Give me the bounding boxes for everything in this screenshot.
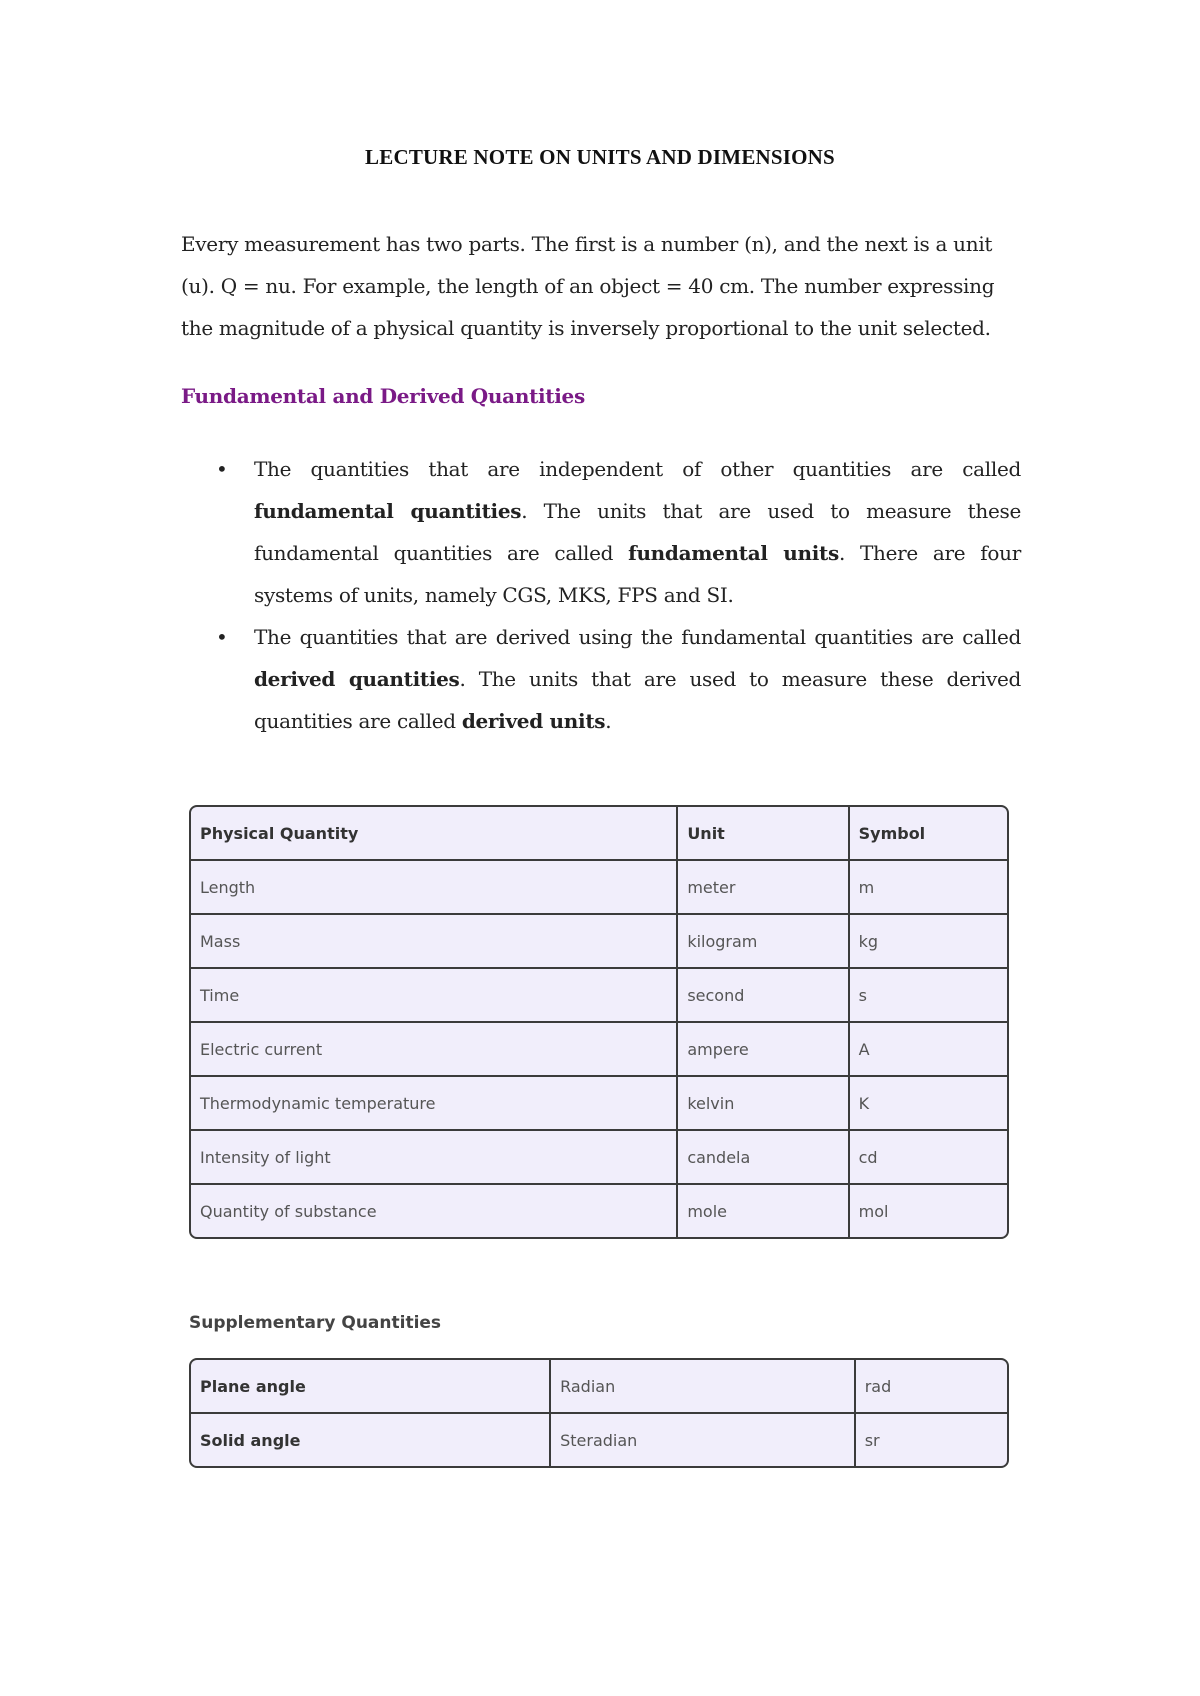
cell-quantity: Plane angle bbox=[191, 1360, 551, 1414]
cell-quantity: Mass bbox=[191, 915, 678, 969]
table-row bbox=[191, 1077, 1007, 1131]
cell-symbol: mol bbox=[858, 1201, 889, 1221]
cell-quantity: Quantity of substance bbox=[191, 1185, 678, 1237]
bullet-text: . bbox=[605, 709, 612, 733]
table-row bbox=[191, 969, 1007, 1023]
cell-unit: kelvin bbox=[678, 1077, 849, 1131]
supplementary-heading: Supplementary Quantities bbox=[189, 1313, 442, 1333]
cell-unit: mole bbox=[678, 1185, 849, 1237]
cell-unit: candela bbox=[678, 1131, 849, 1185]
cell-quantity: Solid angle bbox=[191, 1414, 551, 1466]
intro-paragraph bbox=[181, 223, 1021, 349]
bullet-text: The quantities that are derived using the fundamental quantities are called bbox=[254, 625, 1021, 649]
supplementary-table bbox=[189, 1358, 1009, 1468]
cell-unit: kilogram bbox=[678, 915, 849, 969]
cell-quantity: Time bbox=[191, 969, 678, 1023]
cell-unit: Radian bbox=[551, 1360, 856, 1414]
bullet-text: . The units that are used to measure these fundamental quantities are called bbox=[254, 499, 1021, 565]
bold-term: fundamental units bbox=[628, 541, 839, 565]
bold-term: fundamental quantities bbox=[254, 499, 522, 523]
table-row bbox=[191, 861, 1007, 915]
table-row bbox=[191, 1023, 1007, 1077]
table-header-row bbox=[191, 807, 1007, 861]
bullet-dot-icon: • bbox=[216, 625, 228, 649]
table-row bbox=[191, 1414, 1007, 1466]
intro-text: Every measurement has two parts. The first is a number (n), and the next is a unit (u). Q = nu. For example, the length of an object = 40 cm. The number expressing the magnitude of a physical quantity is inversely proportional to the unit selected. bbox=[181, 232, 995, 340]
cell-symbol: K bbox=[850, 1077, 1007, 1131]
cell-symbol: m bbox=[850, 861, 1007, 915]
page-title: LECTURE NOTE ON UNITS AND DIMENSIONS bbox=[365, 145, 835, 169]
cell-symbol: kg bbox=[850, 915, 1007, 969]
section-heading: Fundamental and Derived Quantities bbox=[181, 384, 585, 408]
cell-unit: Steradian bbox=[551, 1414, 856, 1466]
bullet-derived bbox=[181, 616, 1021, 742]
cell-quantity: Intensity of light bbox=[191, 1131, 678, 1185]
table-row bbox=[191, 1131, 1007, 1185]
bold-term: derived quantities bbox=[254, 667, 460, 691]
cell-unit: ampere bbox=[678, 1023, 849, 1077]
bullet-text: The quantities that are independent of other quantities are called bbox=[254, 457, 1021, 481]
cell-symbol: A bbox=[850, 1023, 1007, 1077]
table-row bbox=[191, 915, 1007, 969]
cell-quantity: Electric current bbox=[191, 1023, 678, 1077]
bullet-fundamental bbox=[181, 448, 1021, 616]
header-symbol: Symbol bbox=[850, 807, 1007, 861]
table-row bbox=[191, 1360, 1007, 1414]
cell-unit: second bbox=[678, 969, 849, 1023]
header-unit: Unit bbox=[678, 807, 849, 861]
bullet-dot-icon: • bbox=[216, 457, 228, 481]
fundamental-units-table bbox=[189, 805, 1009, 1239]
cell-symbol: sr bbox=[864, 1430, 880, 1450]
bold-term: derived units bbox=[461, 709, 606, 733]
bullet-text: . There are four systems of units, namely CGS, MKS, FPS and SI. bbox=[254, 541, 1021, 607]
cell-unit: meter bbox=[678, 861, 849, 915]
bullet-list bbox=[181, 448, 1021, 742]
cell-symbol: cd bbox=[850, 1131, 1007, 1185]
cell-quantity: Thermodynamic temperature bbox=[191, 1077, 678, 1131]
cell-quantity: Length bbox=[191, 861, 678, 915]
cell-symbol: rad bbox=[856, 1360, 1007, 1414]
table-row bbox=[191, 1185, 1007, 1237]
header-physical-quantity: Physical Quantity bbox=[191, 807, 678, 861]
bullet-text: . The units that are used to measure these derived quantities are called bbox=[254, 667, 1021, 733]
cell-symbol: s bbox=[850, 969, 1007, 1023]
